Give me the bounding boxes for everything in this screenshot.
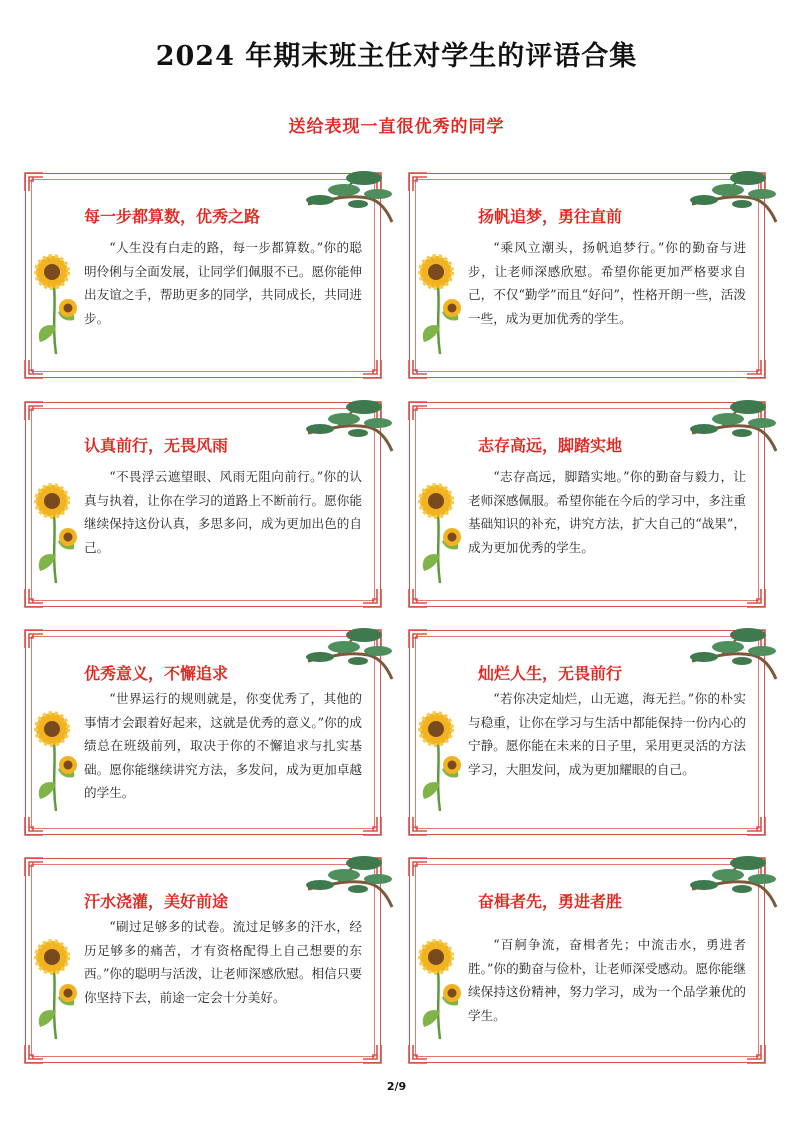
sunflower-icon — [416, 475, 466, 585]
corner-ornament-icon — [408, 588, 428, 608]
card-title: 每一步都算数，优秀之路 — [84, 207, 261, 226]
card-body: “乘风立潮头，扬帆追梦行。”你的勤奋与进步，让老师深感欣慰。希望你能更加严格要求自己，不仅“勤学”而且“好问”，性格开朗一些，活泼一些，成为更加优秀的学生。 — [468, 240, 746, 326]
corner-ornament-icon — [24, 401, 44, 421]
comment-card — [409, 630, 765, 835]
corner-ornament-icon — [24, 172, 44, 192]
corner-ornament-icon — [408, 629, 428, 649]
corner-ornament-icon — [24, 359, 44, 379]
pine-branch-icon — [298, 621, 394, 683]
card-body: “世界运行的规则就是，你变优秀了，其他的事情才会跟着好起来，这就是优秀的意义。”你的成绩总在班级前列，取决于你的不懈追求与扎实基础。愿你能继续讲究方法，多发问，成为更加卓越的学生。 — [84, 691, 362, 800]
corner-ornament-icon — [24, 588, 44, 608]
comment-card — [25, 630, 381, 835]
card-title: 奋楫者先，勇进者胜 — [478, 892, 623, 911]
card-body: “百舸争流，奋楫者先；中流击水，勇进者胜。”你的勤奋与俭朴，让老师深受感动。愿你能继续保持这份精神，努力学习，成为一个品学兼优的学生。 — [468, 937, 746, 1023]
card-title: 志存高远，脚踏实地 — [478, 436, 623, 455]
corner-ornament-icon — [408, 172, 428, 192]
comment-card — [25, 858, 381, 1063]
corner-ornament-icon — [24, 1044, 44, 1064]
section-heading: 送给表现一直很优秀的同学 — [288, 117, 505, 137]
pine-branch-icon — [682, 164, 778, 226]
corner-ornament-icon — [24, 857, 44, 877]
comment-card — [409, 858, 765, 1063]
corner-ornament-icon — [746, 1044, 766, 1064]
page-title: 2024 年期末班主任对学生的评语合集 — [155, 41, 638, 72]
comment-card — [409, 402, 765, 607]
corner-ornament-icon — [408, 1044, 428, 1064]
corner-ornament-icon — [24, 816, 44, 836]
pine-branch-icon — [682, 621, 778, 683]
sunflower-icon — [32, 931, 82, 1041]
corner-ornament-icon — [24, 629, 44, 649]
corner-ornament-icon — [746, 359, 766, 379]
card-title: 灿烂人生，无畏前行 — [478, 664, 623, 683]
sunflower-icon — [416, 931, 466, 1041]
corner-ornament-icon — [362, 359, 382, 379]
card-body: “人生没有白走的路，每一步都算数。”你的聪明伶俐与全面发展，让同学们佩服不已。愿你能伸出友谊之手，帮助更多的同学，共同成长，共同进步。 — [84, 240, 362, 326]
card-title: 汗水浇灌，美好前途 — [84, 892, 229, 911]
pine-branch-icon — [298, 164, 394, 226]
pine-branch-icon — [298, 849, 394, 911]
corner-ornament-icon — [362, 1044, 382, 1064]
corner-ornament-icon — [408, 401, 428, 421]
sunflower-icon — [416, 703, 466, 813]
corner-ornament-icon — [746, 588, 766, 608]
sunflower-icon — [32, 246, 82, 356]
pine-branch-icon — [682, 849, 778, 911]
comment-card — [25, 173, 381, 378]
card-body: “刷过足够多的试卷。流过足够多的汗水，经历足够多的痛苦，才有资格配得上自己想要的东西。”你的聪明与活泼，让老师深感欣慰。相信只要你坚持下去，前途一定会十分美好。 — [84, 919, 362, 1005]
corner-ornament-icon — [746, 816, 766, 836]
sunflower-icon — [416, 246, 466, 356]
corner-ornament-icon — [362, 816, 382, 836]
card-body: “若你决定灿烂，山无遮，海无拦。”你的朴实与稳重，让你在学习与生活中都能保持一份内心的宁静。愿你能在未来的日子里，采用更灵活的方法学习，大胆发问，成为更加耀眼的自己。 — [468, 691, 746, 777]
sunflower-icon — [32, 703, 82, 813]
card-title: 扬帆追梦，勇往直前 — [478, 207, 623, 226]
card-body: “志存高远，脚踏实地。”你的勤奋与毅力，让老师深感佩服。希望你能在今后的学习中，多注重基础知识的补充，讲究方法，扩大自己的“战果”，成为更加优秀的学生。 — [468, 469, 746, 555]
comment-card — [409, 173, 765, 378]
corner-ornament-icon — [408, 816, 428, 836]
comment-card — [25, 402, 381, 607]
pine-branch-icon — [298, 393, 394, 455]
corner-ornament-icon — [408, 857, 428, 877]
card-title: 优秀意义，不懈追求 — [84, 664, 229, 683]
pine-branch-icon — [682, 393, 778, 455]
corner-ornament-icon — [408, 359, 428, 379]
sunflower-icon — [32, 475, 82, 585]
card-title: 认真前行，无畏风雨 — [84, 436, 229, 455]
page-number: 2/9 — [386, 1080, 407, 1093]
corner-ornament-icon — [362, 588, 382, 608]
card-body: “不畏浮云遮望眼、风雨无阻向前行。”你的认真与执着，让你在学习的道路上不断前行。愿你能继续保持这份认真，多思多问，成为更加出色的自己。 — [84, 469, 362, 555]
